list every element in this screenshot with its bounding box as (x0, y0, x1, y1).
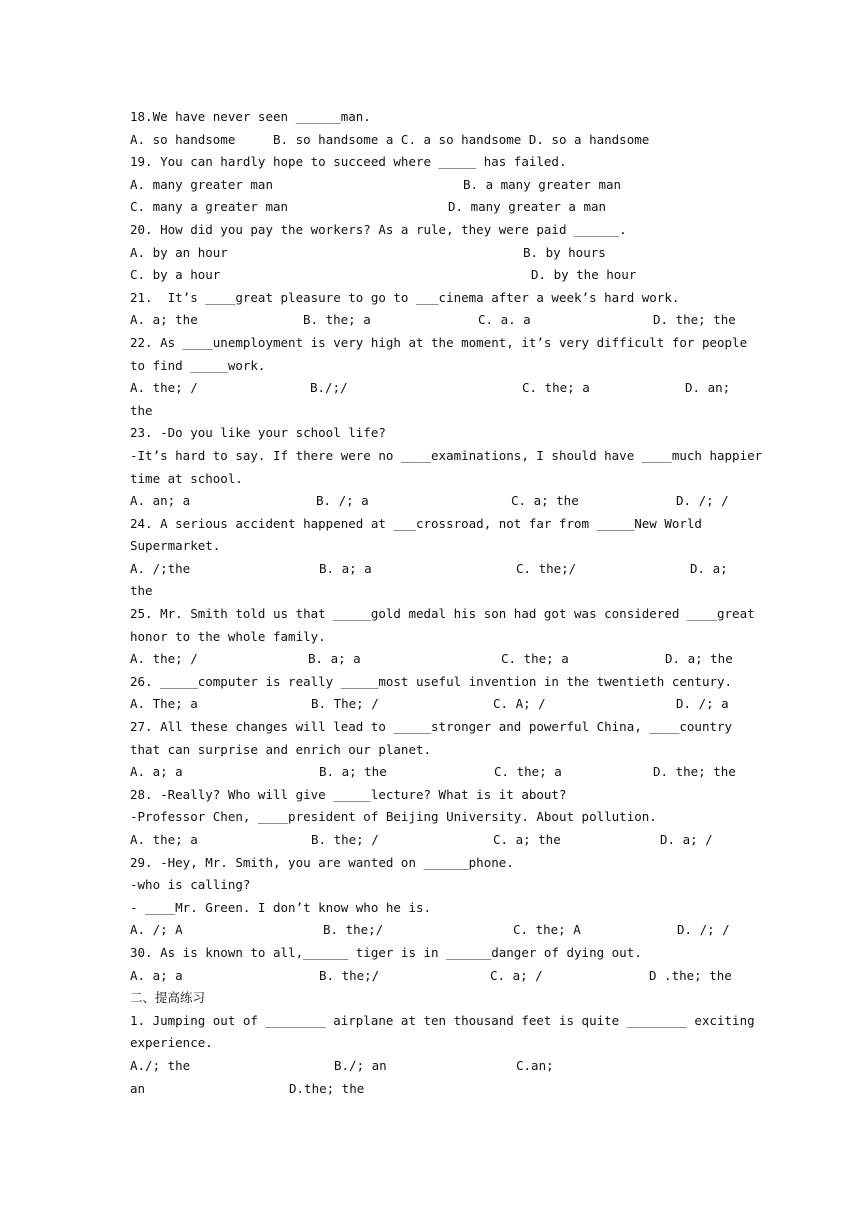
question-24-stem-line1: 24. A serious accident happened at ___crossroad, not far from _____New World (130, 515, 702, 531)
question-25-option-a: A. the; / (130, 651, 198, 667)
question-30-option-d: D .the; the (649, 967, 732, 983)
question-26-option-d: D. /; a (676, 696, 729, 712)
question-28-option-c: C. a; the (493, 832, 561, 847)
question-22-options (130, 377, 730, 400)
question-22-stem-line1: 22. As ____unemployment is very high at the moment, it’s very difficult for people (130, 334, 748, 350)
question-19-options-row1 (130, 174, 730, 197)
question-28-option-a: A. the; a (130, 832, 198, 847)
question-27-stem-line2: that can surprise and enrich our planet. (130, 741, 432, 757)
question-27-option-d: D. the; the (653, 764, 736, 780)
question-29-stem-line3: - ____Mr. Green. I don’t know who he is. (130, 899, 432, 915)
question-19-options-row2 (130, 196, 730, 219)
question-27-option-a: A. a; a (130, 764, 183, 780)
question-20-option-c: C. by a hour (130, 267, 221, 283)
question-23-option-a: A. an; a (130, 493, 191, 509)
question-27-options (130, 761, 736, 784)
question-21-option-b: B. the; a (303, 312, 371, 328)
question-24-stem-line2: Supermarket. (130, 538, 221, 554)
question-23-stem-line1: 23. -Do you like your school life? (130, 425, 386, 441)
question-29-option-a: A. /; A (130, 922, 183, 938)
question-25-option-b: B. a; a (308, 651, 361, 667)
question-22-option-d: D. an; (685, 380, 731, 396)
question-28-option-d: D. a; / (660, 832, 713, 847)
section-2-question-1-option-d: D.the; the (289, 1080, 365, 1096)
question-23-option-b: B. /; a (316, 493, 369, 509)
question-30-option-b: B. the;/ (319, 967, 380, 983)
question-22-option-b: B./;/ (310, 380, 348, 396)
question-27-stem-line1: 27. All these changes will lead to _____stronger and powerful China, ____country (130, 719, 733, 735)
question-23-option-c: C. a; the (511, 493, 579, 509)
question-25-stem-line1: 25. Mr. Smith told us that _____gold medal his son had got was considered ____great (130, 606, 755, 622)
question-19-option-a: A. many greater man (130, 176, 273, 192)
section-2-question-1-stem-line2: experience. (130, 1035, 213, 1051)
section-2-question-1-stem-line1: 1. Jumping out of ________ airplane at ten thousand feet is quite ________ exciting (130, 1012, 755, 1028)
section-2-question-1-option-c: C.an; (516, 1057, 554, 1073)
question-30-option-a: A. a; a (130, 967, 183, 983)
question-22-stem-line2: to find _____work. (130, 357, 266, 373)
question-28-stem-line2: -Professor Chen, ____president of Beijing University. About pollution. (130, 809, 657, 825)
question-22-option-c: C. the; a (522, 380, 590, 396)
section-2-question-1-options (130, 1055, 730, 1078)
question-19-stem: 19. You can hardly hope to succeed where _____ has failed. (130, 154, 567, 170)
question-29-option-d: D. /; / (677, 922, 730, 938)
question-28-option-b: B. the; / (311, 832, 379, 847)
question-24-option-c: C. the;/ (516, 560, 577, 576)
question-24-option-d-wrap: the (130, 583, 153, 599)
question-21-option-d: D. the; the (653, 312, 736, 328)
question-29-stem-line1: 29. -Hey, Mr. Smith, you are wanted on ______phone. (130, 854, 514, 870)
question-23-stem-line2: -It’s hard to say. If there were no ____examinations, I should have ____much happier (130, 447, 763, 463)
question-19-option-b: B. a many greater man (463, 176, 622, 192)
question-25-options (130, 648, 733, 671)
question-27-option-c: C. the; a (494, 764, 562, 780)
question-30-options (130, 965, 730, 988)
section-2-heading: 二、提高练习 (130, 990, 206, 1006)
question-20-option-b: B. by hours (523, 244, 606, 260)
question-19-option-d: D. many greater a man (448, 199, 607, 215)
question-29-option-b: B. the;/ (323, 922, 384, 938)
question-26-option-b: B. The; / (311, 696, 379, 712)
question-18-stem: 18.We have never seen ______man. (130, 109, 371, 124)
question-28-options (130, 829, 730, 852)
question-21-stem: 21. It’s ____great pleasure to go to ___cinema after a week’s hard work. (130, 289, 680, 305)
question-18-options: A. so handsome B. so handsome a C. a so handsome D. so a handsome (130, 131, 650, 147)
question-19-option-c: C. many a greater man (130, 199, 289, 215)
exercise-content (130, 106, 763, 1100)
question-25-option-d: D. a; the (665, 651, 733, 667)
question-27-option-b: B. a; the (319, 764, 387, 780)
question-23-options (130, 490, 730, 513)
section-2-question-1-option-c-wrap: an (130, 1080, 146, 1096)
question-20-stem: 20. How did you pay the workers? As a rule, they were paid ______. (130, 221, 627, 237)
section-2-question-1-option-a: A./; the (130, 1057, 191, 1073)
question-22-option-d-wrap: the (130, 402, 153, 418)
question-30-option-c: C. a; / (490, 967, 543, 983)
question-26-stem: 26. _____computer is really _____most useful invention in the twentieth century. (130, 673, 733, 689)
question-24-option-a: A. /;the (130, 560, 191, 576)
question-26-option-c: C. A; / (493, 696, 546, 712)
question-25-option-c: C. the; a (501, 651, 569, 667)
question-20-option-d: D. by the hour (531, 267, 637, 283)
question-30-stem: 30. As is known to all,______ tiger is in ______danger of dying out. (130, 944, 642, 960)
question-28-stem-line1: 28. -Really? Who will give _____lecture? What is it about? (130, 786, 567, 802)
question-22-option-a: A. the; / (130, 380, 198, 396)
question-24-option-d: D. a; (690, 560, 728, 576)
question-29-option-c: C. the; A (513, 922, 581, 938)
question-20-options-row1 (130, 242, 730, 265)
question-21-option-c: C. a. a (478, 312, 531, 328)
question-24-option-b: B. a; a (319, 560, 372, 576)
question-26-option-a: A. The; a (130, 696, 198, 712)
question-23-stem-line3: time at school. (130, 470, 243, 486)
question-20-option-a: A. by an hour (130, 244, 228, 260)
question-25-stem-line2: honor to the whole family. (130, 628, 326, 644)
question-29-stem-line2: -who is calling? (130, 877, 251, 893)
question-29-options (130, 919, 730, 942)
question-24-options (130, 558, 730, 581)
question-21-options (130, 309, 736, 332)
section-2-question-1-option-b: B./; an (334, 1057, 387, 1073)
question-20-options-row2 (130, 264, 730, 287)
question-21-option-a: A. a; the (130, 312, 198, 328)
section-2-question-1-options-wrap (130, 1078, 730, 1101)
question-23-option-d: D. /; / (676, 493, 729, 509)
question-26-options (130, 693, 730, 716)
